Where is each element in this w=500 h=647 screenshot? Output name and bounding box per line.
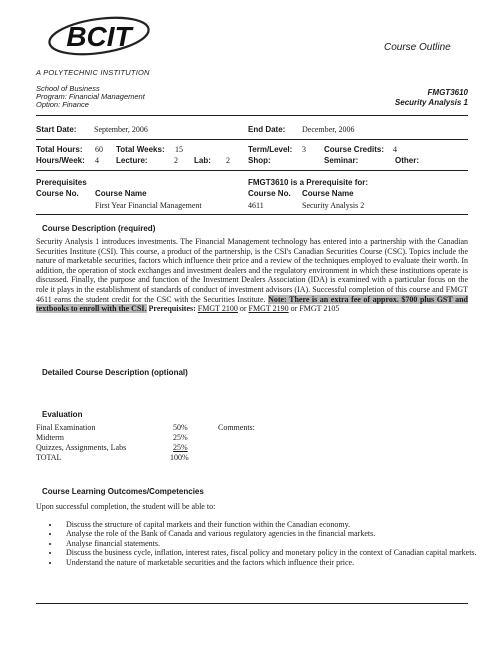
prereq-link-fmgt2100[interactable]: FMGT 2100 bbox=[197, 304, 238, 314]
prereq-link-fmgt2190[interactable]: FMGT 2190 bbox=[248, 304, 289, 314]
option-name: Option: Finance bbox=[36, 100, 89, 109]
prereq-fmgt2105: FMGT 2105 bbox=[299, 304, 340, 314]
total-hours-value: 60 bbox=[95, 145, 103, 154]
total-weeks-label: Total Weeks: bbox=[116, 145, 165, 154]
eval-weight-quizzes: 25% bbox=[173, 443, 188, 452]
lecture-label: Lecture: bbox=[116, 156, 148, 165]
school-name: School of Business bbox=[36, 84, 100, 93]
logo-wordmark: BCIT bbox=[66, 21, 132, 52]
eval-weight-midterm: 25% bbox=[173, 433, 188, 442]
eval-weight-final-exam: 50% bbox=[173, 423, 188, 432]
bcit-logo bbox=[44, 12, 154, 72]
outcome-item: • Understand the nature of marketable securities and the factors which influence their price. bbox=[60, 558, 480, 567]
end-date-value: December, 2006 bbox=[302, 125, 355, 134]
outcomes-list bbox=[36, 520, 480, 567]
outcomes-heading: Course Learning Outcomes/Competencies bbox=[42, 487, 204, 496]
end-date-label: End Date: bbox=[248, 125, 286, 134]
other-label: Other: bbox=[395, 156, 419, 165]
detailed-description-heading: Detailed Course Description (optional) bbox=[42, 368, 188, 377]
hours-divider bbox=[36, 170, 468, 171]
term-level-value: 3 bbox=[302, 145, 306, 154]
eval-item-midterm: Midterm bbox=[36, 433, 64, 442]
course-description-text bbox=[36, 237, 468, 314]
term-level-label: Term/Level: bbox=[248, 145, 293, 154]
prereq-for-course-no: 4611 bbox=[248, 201, 264, 210]
course-code: FMGT3610 bbox=[427, 88, 468, 97]
shop-label: Shop: bbox=[248, 156, 271, 165]
outcomes-intro: Upon successful completion, the student will be able to: bbox=[36, 502, 216, 511]
course-description-heading: Course Description (required) bbox=[42, 224, 156, 233]
start-date-value: September, 2006 bbox=[94, 125, 148, 134]
start-date-label: Start Date: bbox=[36, 125, 77, 134]
prerequisites-inline-label: Prerequisites: bbox=[148, 304, 196, 314]
seminar-label: Seminar: bbox=[324, 156, 359, 165]
lab-value: 2 bbox=[226, 156, 230, 165]
prereq-or-2: or bbox=[290, 304, 298, 314]
course-title: Security Analysis 1 bbox=[394, 98, 468, 107]
extra-fee-note: Note: There is an extra fee of approx. $700 plus GST and textbooks to enroll with the CSI. bbox=[36, 294, 468, 314]
eval-total-label: TOTAL bbox=[36, 453, 62, 462]
footer-divider bbox=[36, 603, 468, 604]
course-credits-value: 4 bbox=[393, 145, 397, 154]
eval-item-final-exam: Final Examination bbox=[36, 423, 96, 432]
total-weeks-value: 15 bbox=[175, 145, 183, 154]
total-hours-label: Total Hours: bbox=[36, 145, 83, 154]
outcome-item: • Analyse financial statements. bbox=[60, 539, 480, 548]
prerequisites-heading: Prerequisites bbox=[36, 178, 87, 187]
program-name: Program: Financial Management bbox=[36, 92, 145, 101]
evaluation-heading: Evaluation bbox=[42, 410, 83, 419]
prereq-course-name: First Year Financial Management bbox=[95, 201, 202, 210]
prereq-for-heading: FMGT3610 is a Prerequisite for: bbox=[248, 178, 369, 187]
prereq-for-course-name: Security Analysis 2 bbox=[302, 201, 365, 210]
prereq-course-no-header: Course No. bbox=[36, 189, 79, 198]
header-divider bbox=[36, 115, 468, 116]
eval-comments-label: Comments: bbox=[218, 423, 255, 432]
institution-tagline: A POLYTECHNIC INSTITUTION bbox=[36, 68, 150, 77]
hours-week-value: 4 bbox=[95, 156, 99, 165]
prereq-course-name-header: Course Name bbox=[95, 189, 147, 198]
eval-item-quizzes: Quizzes, Assignments, Labs bbox=[36, 443, 127, 452]
eval-total-value: 100% bbox=[170, 453, 189, 462]
dates-divider bbox=[36, 139, 468, 140]
prereq-divider bbox=[36, 214, 468, 215]
course-credits-label: Course Credits: bbox=[324, 145, 385, 154]
lab-label: Lab: bbox=[194, 156, 211, 165]
document-type: Course Outline bbox=[384, 42, 451, 53]
outcome-item: • Discuss the business cycle, inflation, interest rates, fiscal policy and monetary policy in the context of Canadian capital markets. bbox=[60, 548, 480, 557]
course-description-body: Security Analysis 1 introduces investments. The Financial Management technology has entered into a partnership with the Canadian Securities Institute (CSI). This course, a product of the partnership, is the CSI's Canadian Securities Course (CSC). Topics include the nature of marketable securities, factors which influence their price and a review of the techniques employed to evaluate their worth. In addition, the operation of stock exchanges and investment dealers and the regulatory environment in which these institutions operate is discussed. Finally, the purpose and function of the Investment Dealers Association (IDA) is examined with a particular focus on the role it plays in the establishment of standards of conduct of investment advisors (IA). Successful completion of this course and FMGT 4611 earns the student credit for the CSC with the Securities Institute. bbox=[36, 237, 468, 304]
prereq-or-1: or bbox=[239, 304, 247, 314]
prereq-for-course-name-header: Course Name bbox=[302, 189, 354, 198]
hours-week-label: Hours/Week: bbox=[36, 156, 85, 165]
lecture-value: 2 bbox=[174, 156, 178, 165]
prereq-for-course-no-header: Course No. bbox=[248, 189, 291, 198]
outcome-item: • Analyse the role of the Bank of Canada and various regulatory agencies in the financial markets. bbox=[60, 529, 480, 538]
outcome-item: • Discuss the structure of capital markets and their function within the Canadian economy. bbox=[60, 520, 480, 529]
